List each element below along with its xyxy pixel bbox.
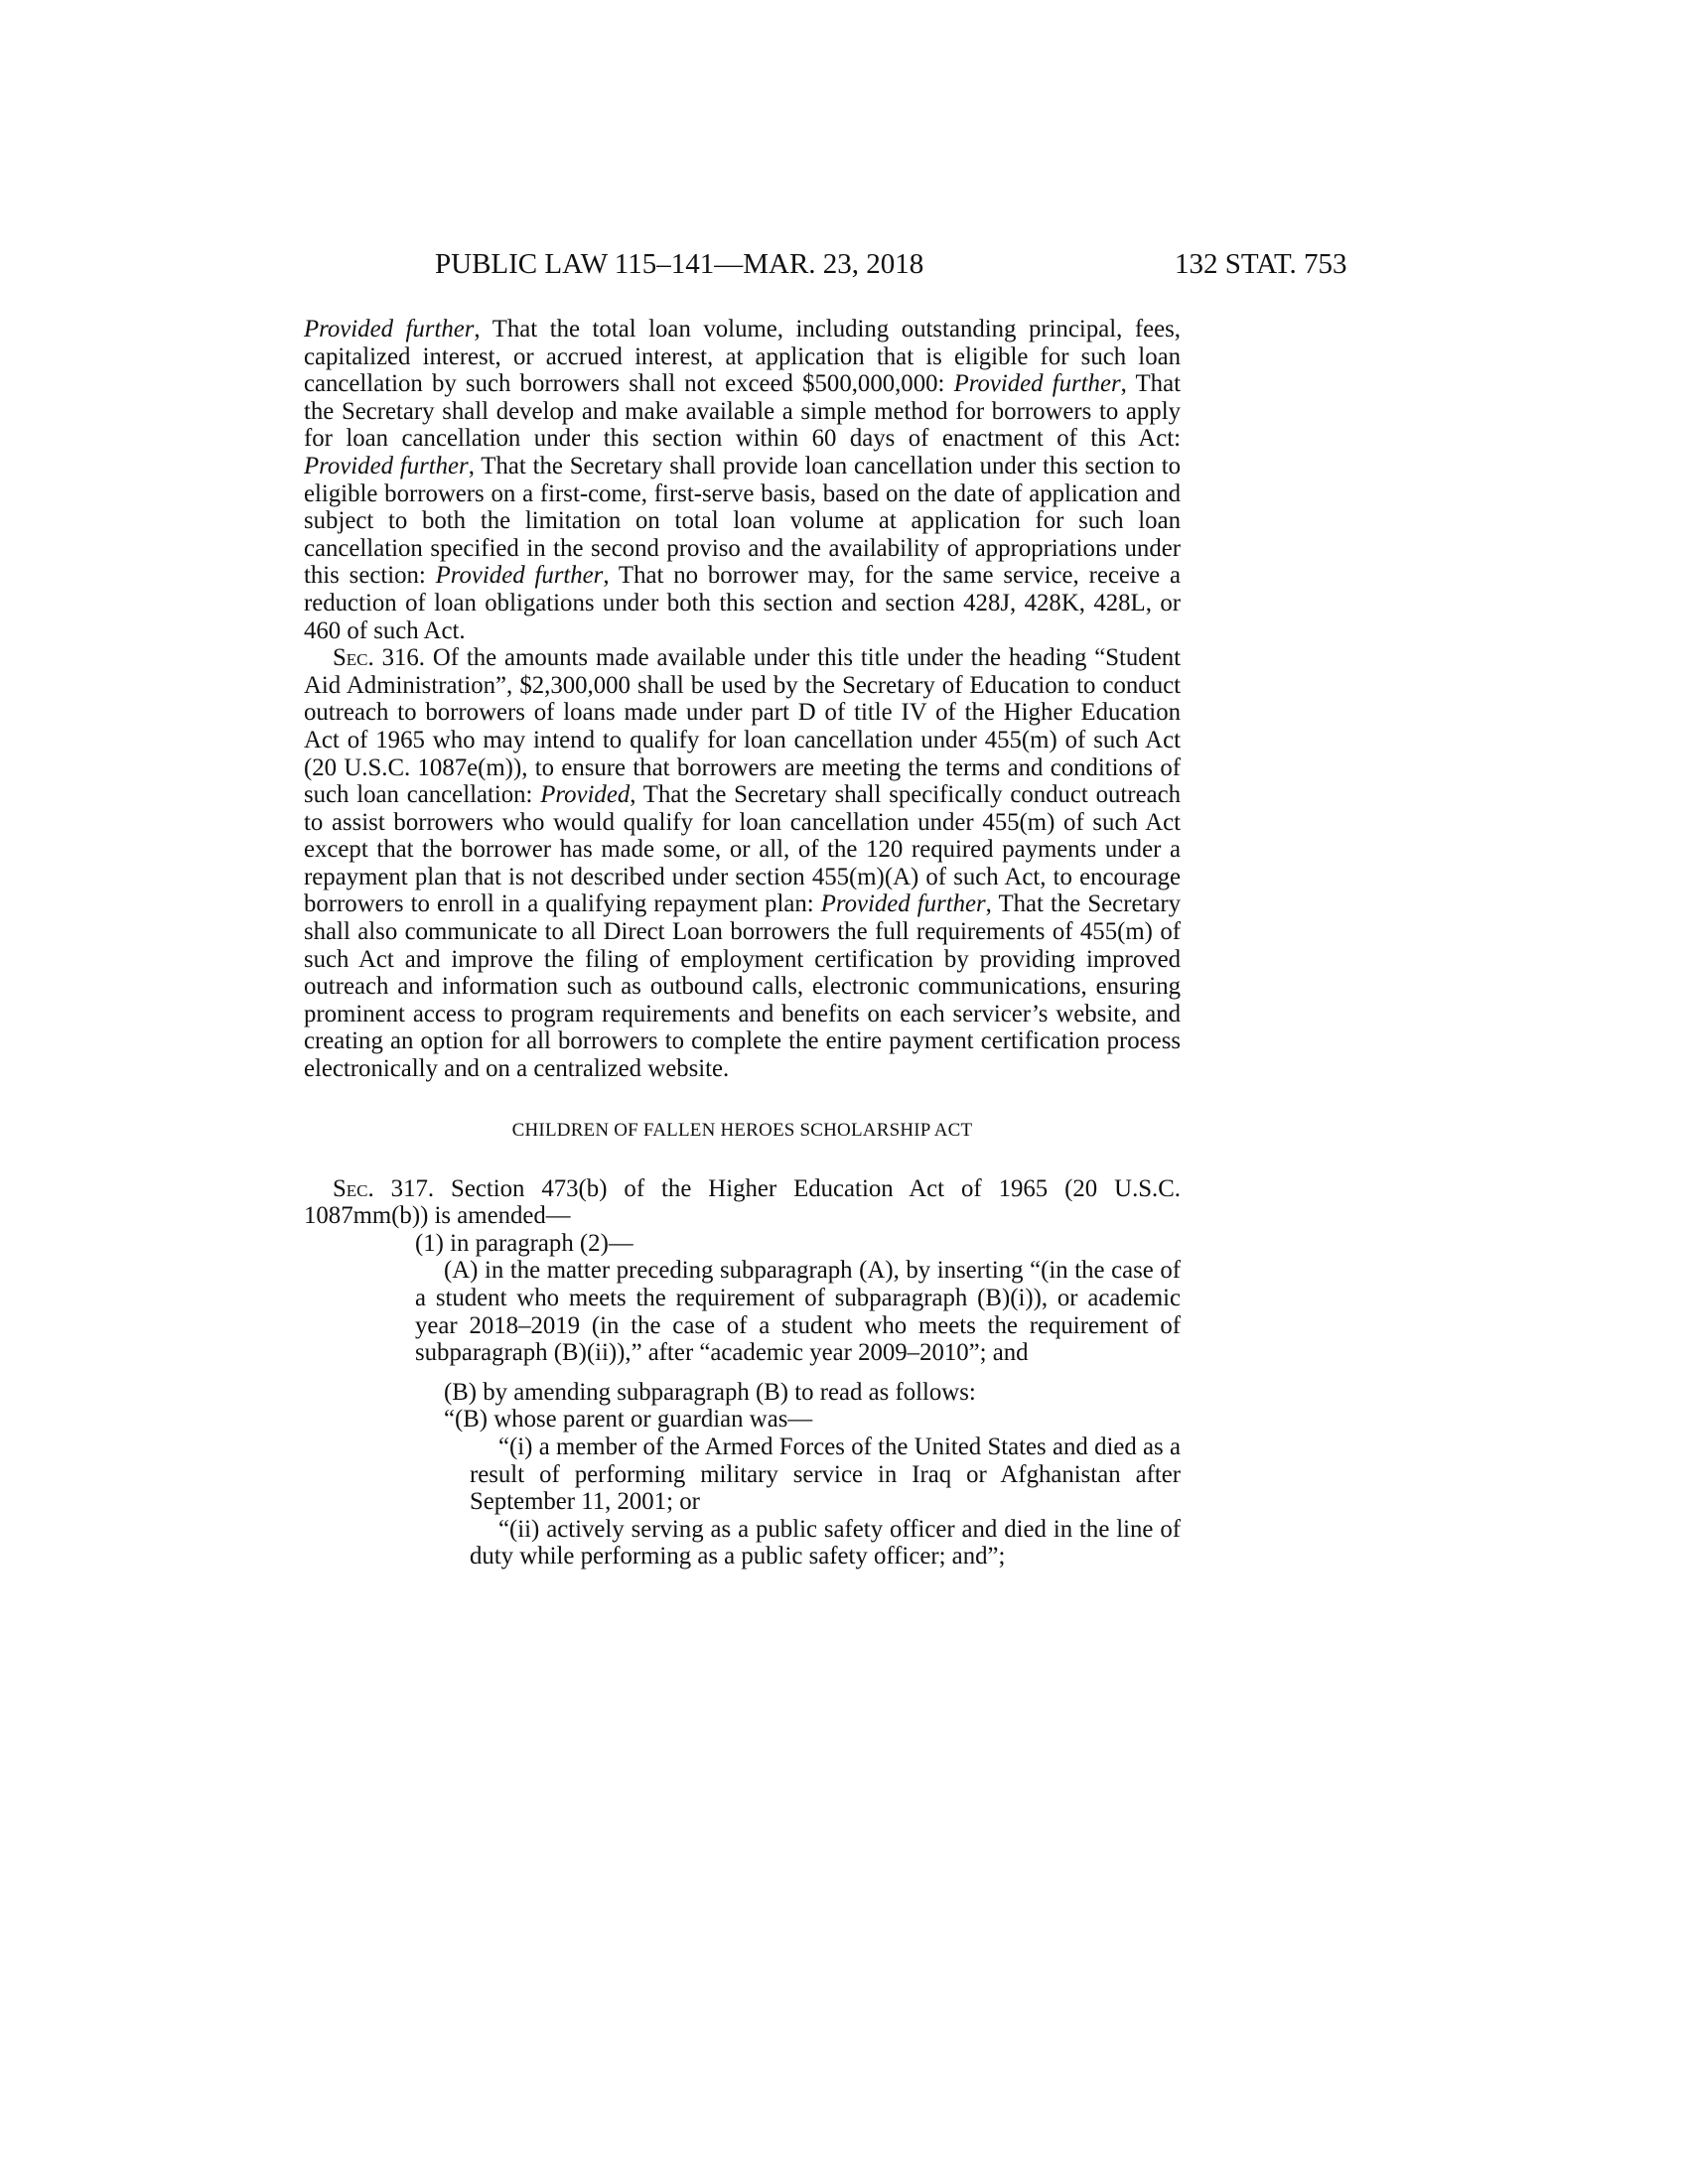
section-label: Sec: [333, 644, 368, 672]
clause-ii-text: “(ii) actively serving as a public safety officer and died in the line of duty while performing as a public safety officer; and”;: [470, 1515, 1181, 1570]
section-text: , That the Secretary shall specifically conduct outreach to assist borrowers who would qualify for loan cancellation under 455(m) of such Act except that the borrower has made some, or all, of the 120 required payments under a repayment plan that is not described under section 455(m)(A) of such Act, to encourage borrowers to enroll in a qualifying repayment plan:: [304, 781, 1181, 918]
subparagraph-b-text: (B) by amending subparagraph (B) to read as follows:: [444, 1378, 976, 1406]
quoted-clause-i: [304, 1433, 1181, 1516]
provisos-paragraph: [304, 316, 1181, 644]
proviso-italic: Provided: [540, 781, 631, 809]
quoted-clause-ii: [304, 1516, 1181, 1570]
section-text: . 316. Of the amounts made available under this title under the heading “Student Aid Administration”, $2,300,000 shall be used by the Secretary of Education to conduct outreach to borrowers of loans made under part D of title IV of the Higher Education Act of 1965 who may intend to qualify for loan cancellation under 455(m) of such Act (20 U.S.C. 1087e(m)), to ensure that borrowers are meeting the terms and conditions of such loan cancellation:: [304, 644, 1181, 809]
proviso-italic: Provided further: [953, 370, 1121, 398]
proviso-text: , That the Secretary shall develop and make available a simple method for borrowers to apply for loan cancellation under this section within 60 days of enactment of this Act:: [304, 370, 1181, 453]
statute-page-number: 132 STAT. 753: [1175, 248, 1347, 280]
clause-i-text: “(i) a member of the Armed Forces of the United States and died as a result of performing military service in Iraq or Afghanistan after September 11, 2001; or: [470, 1433, 1181, 1516]
section-label: Sec: [333, 1174, 368, 1202]
proviso-text: , That the Secretary shall provide loan cancellation under this section to eligible borrowers on a first-come, first-serve basis, based on the date of application and subject to both the limitation on total loan volume at application for such loan cancellation specified in the second proviso and the availability of appropriations under this section:: [304, 452, 1181, 590]
proviso-italic: Provided further: [304, 452, 469, 479]
proviso-italic: Provided further: [304, 316, 475, 342]
quoted-subparagraph-b: “(B) whose parent or guardian was—: [444, 1406, 813, 1433]
document-body: [304, 316, 1181, 1570]
proviso-text: , That the total loan volume, including outstanding principal, fees, capitalized interest, or accrued interest, at application that is eligible for such loan cancellation by such borrowers shall not exceed $500,000,000:: [304, 316, 1181, 398]
section-text: . 317. Section 473(b) of the Higher Education Act of 1965 (20 U.S.C. 1087mm(b)) is amended—: [304, 1174, 1181, 1230]
proviso-italic: Provided further: [435, 562, 604, 590]
section-text: , That the Secretary shall also communicate to all Direct Loan borrowers the full requirements of 455(m) of such Act and improve the filing of employment certification by providing improved outreach and information such as outbound calls, electronic communications, ensuring prominent access to program requirements and benefits on each servicer’s website, and creating an option for all borrowers to complete the entire payment certification process electronically and on a centralized website.: [304, 890, 1182, 1083]
running-header: [0, 248, 1688, 288]
section-heading: CHILDREN OF FALLEN HEROES SCHOLARSHIP ACT: [511, 1119, 973, 1141]
proviso-italic: Provided further: [820, 890, 986, 918]
subparagraph-a: [304, 1257, 1181, 1366]
section-316: [304, 644, 1181, 1083]
section-317: [304, 1175, 1181, 1230]
subparagraph-a-text: (A) in the matter preceding subparagraph (A), by inserting “(in the case of a student who meets the requirement of subparagraph (B)(i)), or academic year 2018–2019 (in the case of a student who meets the requirement of subparagraph (B)(ii)),” after “academic year 2009–2010”; and: [415, 1257, 1181, 1367]
law-title: PUBLIC LAW 115–141—MAR. 23, 2018: [435, 248, 924, 280]
proviso-text: , That no borrower may, for the same service, receive a reduction of loan obligations under both this section and section 428J, 428K, 428L, or 460 of such Act.: [304, 562, 1182, 644]
subparagraph-b: [304, 1379, 1181, 1433]
paragraph-1-text: (1) in paragraph (2)—: [415, 1229, 633, 1257]
paragraph-1: [304, 1230, 1181, 1258]
